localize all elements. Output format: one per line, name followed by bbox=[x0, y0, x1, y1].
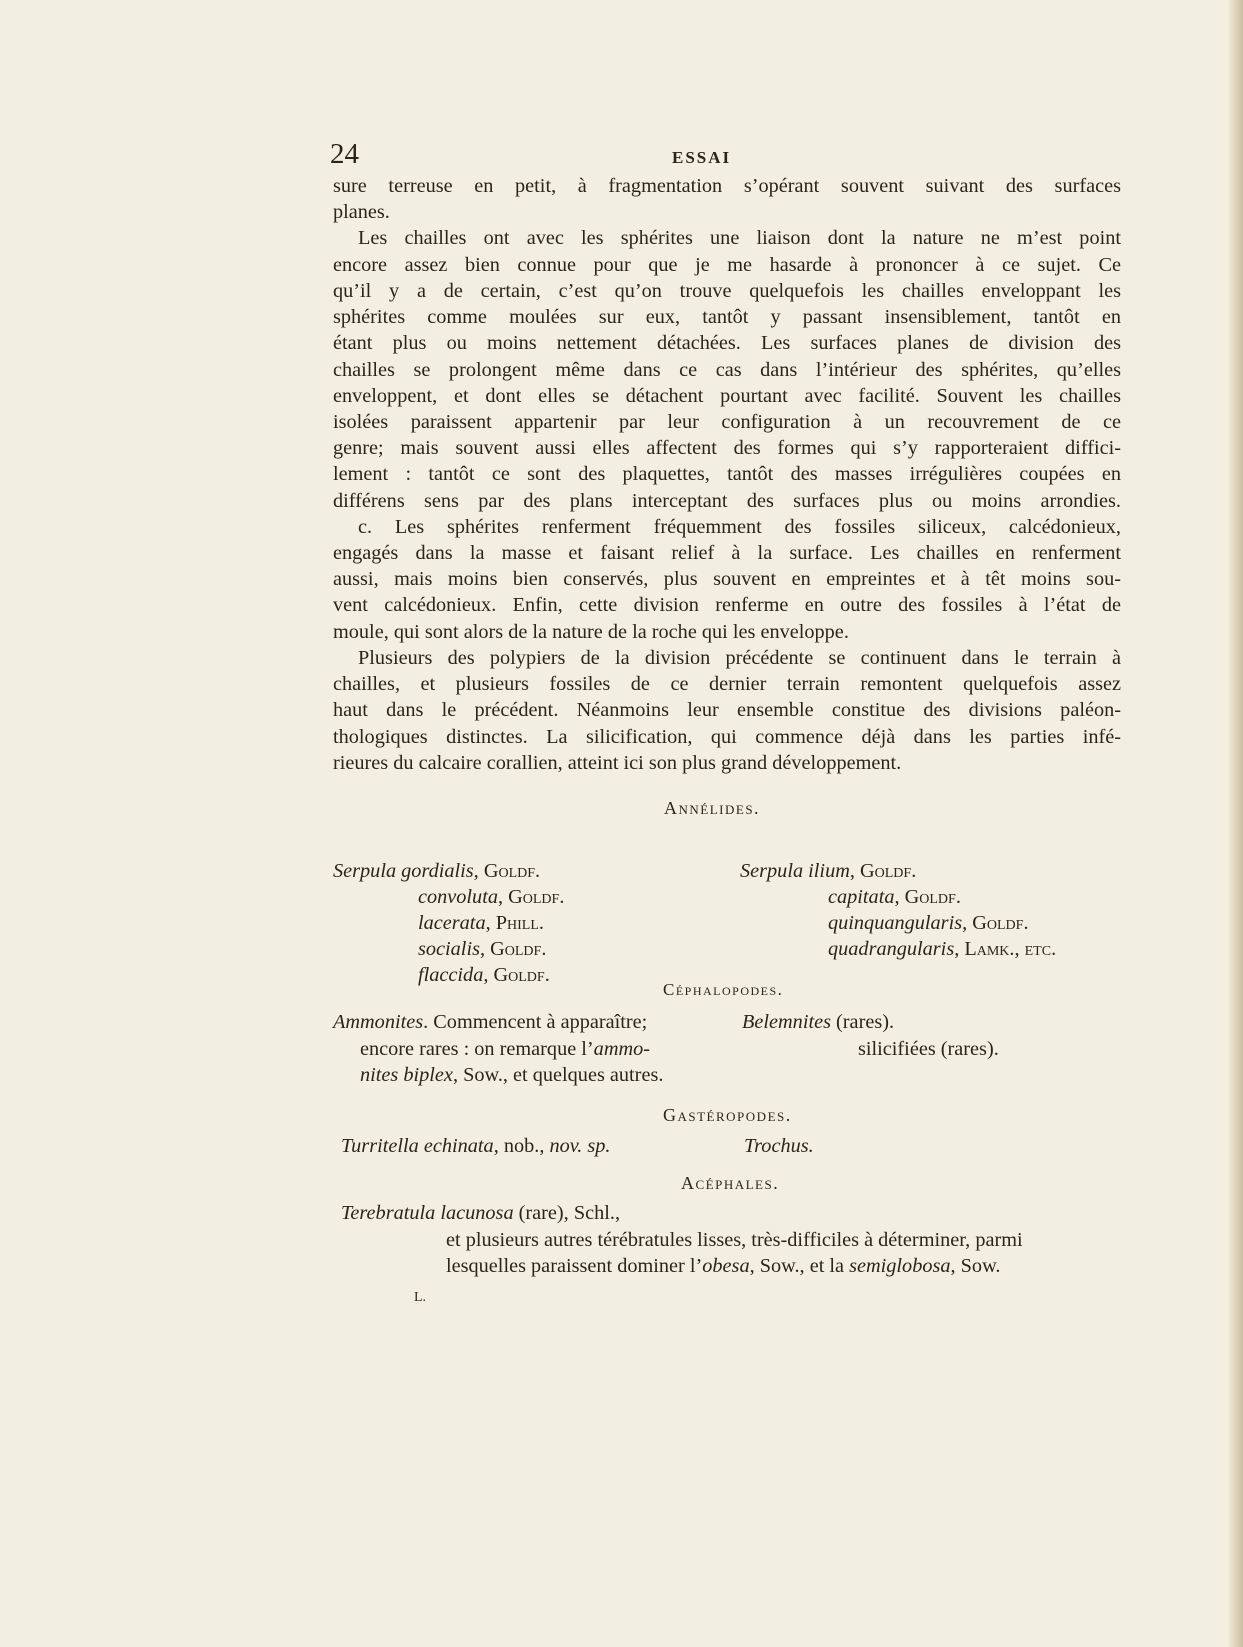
body-line: sure terreuse en petit, à fragmentation s’opérant souvent suivant des surfaces bbox=[333, 175, 1121, 197]
species-entry: Turritella echinata, nob., nov. sp. bbox=[341, 1135, 611, 1157]
body-line: aussi, mais moins bien conservés, plus souvent en empreintes et à têt moins sou- bbox=[333, 568, 1121, 590]
body-line: étant plus ou moins nettement détachées. Les surfaces planes de division des bbox=[333, 332, 1121, 354]
body-line: engagés dans la masse et faisant relief à la surface. Les chailles en renferment bbox=[333, 542, 1121, 564]
body-line: lement : tantôt ce sont des plaquettes, tantôt des masses irrégulières coupées en bbox=[333, 463, 1121, 485]
body-line: qu’il y a de certain, c’est qu’on trouve quelquefois les chailles enveloppant les bbox=[333, 280, 1121, 302]
body-line: isolées paraissent appartenir par leur configuration à un recouvrement de ce bbox=[333, 411, 1121, 433]
body-line: thologiques distinctes. La silicification, qui commence déjà dans les parties infé- bbox=[333, 726, 1121, 748]
cephalopod-text-line: encore rares : on remarque l’ammo- bbox=[360, 1038, 650, 1060]
body-line: enveloppent, et dont elles se détachent pourtant avec facilité. Souvent les chailles bbox=[333, 385, 1121, 407]
species-entry: quinquangularis, Goldf. bbox=[828, 912, 1029, 934]
species-entry: Serpula gordialis, Goldf. bbox=[333, 860, 541, 882]
section-heading-annelides: Annélides. bbox=[664, 798, 761, 818]
body-line: vent calcédonieux. Enfin, cette division renferme en outre des fossiles à l’état de bbox=[333, 594, 1121, 616]
body-line: planes. bbox=[333, 201, 390, 223]
species-entry: Serpula ilium, Goldf. bbox=[740, 860, 917, 882]
species-entry: Trochus. bbox=[744, 1135, 814, 1157]
body-line: haut dans le précédent. Néanmoins leur ensemble constitue des divisions paléon- bbox=[333, 699, 1121, 721]
body-line: chailles, et plusieurs fossiles de ce dernier terrain remontent quelquefois assez bbox=[333, 673, 1121, 695]
section-heading-gasteropodes: Gastéropodes. bbox=[663, 1105, 792, 1125]
body-line: sphérites comme moulées sur eux, tantôt y passant insensiblement, tantôt en bbox=[333, 306, 1121, 328]
species-entry: convoluta, Goldf. bbox=[418, 886, 565, 908]
body-line: chailles se prolongent même dans ce cas dans l’intérieur des sphérites, qu’elles bbox=[333, 359, 1121, 381]
section-heading-cephalopodes: Céphalopodes. bbox=[663, 980, 784, 999]
cephalopod-text-line: Ammonites. Commencent à apparaître; bbox=[333, 1011, 648, 1033]
page-number: 24 bbox=[330, 138, 359, 170]
body-line: rieures du calcaire corallien, atteint ici son plus grand développement. bbox=[333, 752, 902, 774]
cephalopod-text-line: Belemnites (rares). bbox=[742, 1011, 895, 1033]
running-title: ESSAI bbox=[672, 148, 732, 167]
cephalopod-text-line: nites biplex, Sow., et quelques autres. bbox=[360, 1064, 664, 1086]
body-line: différens sens par des plans interceptant des surfaces plus ou moins arrondies. bbox=[333, 490, 1121, 512]
body-line: Les chailles ont avec les sphérites une liaison dont la nature ne m’est point bbox=[358, 227, 1121, 249]
acephales-text-line: lesquelles paraissent dominer l’obesa, Sow., et la semiglobosa, Sow. bbox=[446, 1255, 1001, 1277]
species-entry: flaccida, Goldf. bbox=[418, 964, 550, 986]
body-line: moule, qui sont alors de la nature de la roche qui les enveloppe. bbox=[333, 621, 849, 643]
body-line: genre; mais souvent aussi elles affectent des formes qui s’y rapporteraient diffici- bbox=[333, 437, 1121, 459]
species-entry: quadrangularis, Lamk., etc. bbox=[828, 938, 1057, 960]
signature-mark: L. bbox=[414, 1290, 427, 1305]
species-entry: Terebratula lacunosa (rare), Schl., bbox=[341, 1202, 621, 1224]
acephales-text-line: et plusieurs autres térébratules lisses, très-difficiles à déterminer, parmi bbox=[446, 1229, 1023, 1251]
page-edge-shadow bbox=[1229, 0, 1243, 1647]
body-line: encore assez bien connue pour que je me hasarde à prononcer à ce sujet. Ce bbox=[333, 254, 1121, 276]
cephalopod-text-line: silicifiées (rares). bbox=[858, 1038, 999, 1060]
body-line: Plusieurs des polypiers de la division précédente se continuent dans le terrain à bbox=[358, 647, 1121, 669]
section-heading-acephales: Acéphales. bbox=[681, 1173, 780, 1193]
species-entry: socialis, Goldf. bbox=[418, 938, 547, 960]
species-entry: lacerata, Phill. bbox=[418, 912, 544, 934]
body-line: c. Les sphérites renferment fréquemment des fossiles siliceux, calcédonieux, bbox=[358, 516, 1121, 538]
species-entry: capitata, Goldf. bbox=[828, 886, 961, 908]
